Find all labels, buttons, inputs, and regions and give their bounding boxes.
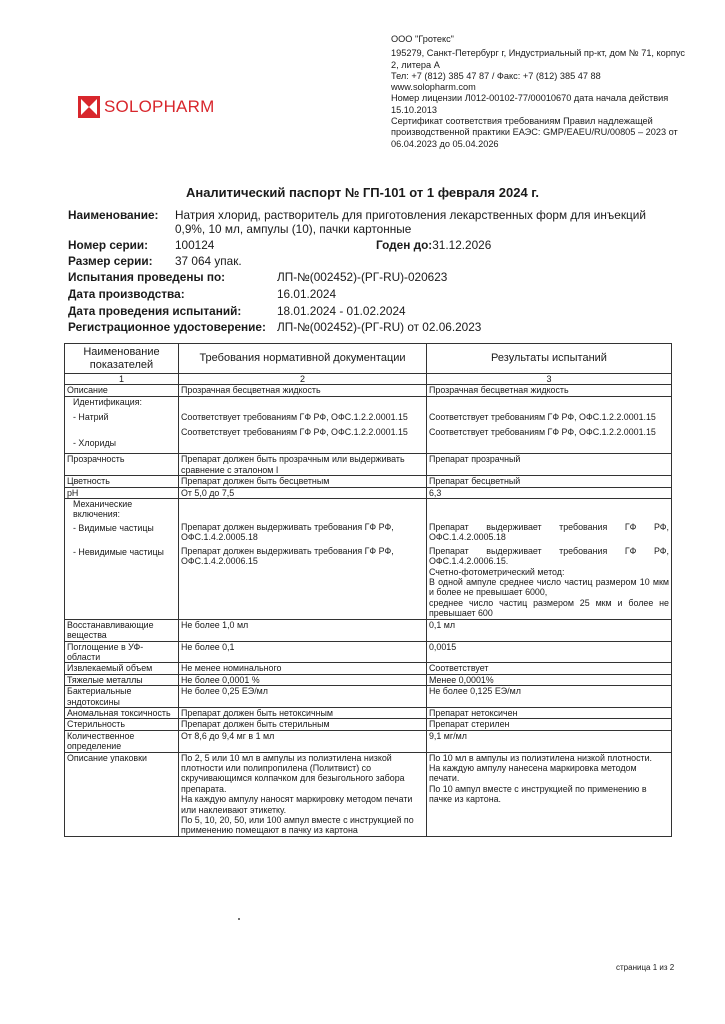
row-name: Стерильность: [65, 719, 179, 730]
info-prod-label: Дата производства:: [68, 287, 185, 301]
row-requirement: От 8,6 до 9,4 мг в 1 мл: [179, 730, 427, 752]
info-name-label: Наименование:: [68, 208, 159, 222]
row-result: [427, 499, 672, 620]
col-number-3: 3: [427, 374, 672, 385]
solopharm-logo: [78, 96, 214, 118]
info-batch-row: [68, 238, 668, 252]
info-reg-value: ЛП-№(002452)-(РГ-RU) от 02.06.2023: [277, 320, 482, 334]
ident-chlorides: - Хлориды: [73, 438, 117, 449]
table-row: [65, 385, 672, 396]
row-result: 0,1 мл: [427, 619, 672, 641]
row-result: Менее 0,0001%: [427, 674, 672, 685]
table-row: [65, 674, 672, 685]
info-reg-label: Регистрационное удостоверение:: [68, 320, 266, 334]
header-results: Результаты испытаний: [427, 344, 672, 374]
row-requirement: [179, 396, 427, 454]
row-requirement: Препарат должен быть бесцветным: [179, 476, 427, 487]
scan-speck: [238, 918, 240, 920]
info-size-row: [68, 254, 668, 268]
row-requirement: Не более 0,0001 %: [179, 674, 427, 685]
info-name-value: Натрия хлорид, растворитель для приготовления лекарственных форм для инъекций 0,9%, 10 мл, ампулы (10), пачки картонные: [175, 208, 646, 236]
logo-text: SOLOPHARM: [104, 97, 215, 116]
table-row: [65, 686, 672, 708]
row-result: Не более 0,125 ЕЭ/мл: [427, 686, 672, 708]
col-number-1: 1: [65, 374, 179, 385]
mech-invisible-res: Препарат выдерживает требования ГФ РФ, ОФС.1.4.2.0006.15.: [429, 545, 669, 567]
row-name: Бактериальные эндотоксины: [65, 686, 179, 708]
mech-visible: - Видимые частицы: [73, 522, 154, 533]
table-number-row: [65, 374, 672, 385]
table-row: [65, 476, 672, 487]
table-row: [65, 730, 672, 752]
row-name: [65, 499, 179, 620]
table-row: [65, 619, 672, 641]
mech-10um: В одной ампуле среднее число частиц размером 10 мкм и более не превышает 6000,: [429, 577, 669, 598]
row-result: 9,1 мг/мл: [427, 730, 672, 752]
row-result: [427, 752, 672, 836]
table-row: [65, 487, 672, 498]
row-name: [65, 396, 179, 454]
row-name: Цветность: [65, 476, 179, 487]
row-result: Препарат прозрачный: [427, 454, 672, 476]
company-phone: Тел: +7 (812) 385 47 87 / Факс: +7 (812) 385 47 88: [391, 70, 601, 81]
header-name: Наименование показателей: [65, 344, 179, 374]
table-row: [65, 719, 672, 730]
mech-invisible: - Невидимые частицы: [73, 546, 164, 557]
row-requirement: Не более 1,0 мл: [179, 619, 427, 641]
product-info: [68, 208, 668, 334]
row-requirement: От 5,0 до 7,5: [179, 487, 427, 498]
info-period-label: Дата проведения испытаний:: [68, 304, 242, 318]
row-name: Поглощение в УФ-области: [65, 641, 179, 663]
info-batch-value: 100124: [175, 238, 215, 252]
row-requirement: [179, 499, 427, 620]
row-name: Прозрачность: [65, 454, 179, 476]
ident-chlorides-res: Соответствует требованиям ГФ РФ, ОФС.1.2.2.0001.15: [429, 427, 656, 438]
results-table: [64, 343, 672, 837]
mech-title: Механические включения:: [73, 499, 133, 520]
company-website: www.solopharm.com: [391, 82, 476, 93]
info-expiry-label: Годен до:: [376, 238, 433, 252]
row-result: Соответствует: [427, 663, 672, 674]
header-requirements: Требования нормативной документации: [179, 344, 427, 374]
table-row: [65, 396, 672, 454]
row-requirement: Препарат должен быть прозрачным или выдерживать сравнение с эталоном I: [179, 454, 427, 476]
row-requirement: Препарат должен быть стерильным: [179, 719, 427, 730]
info-size-label: Размер серии:: [68, 254, 153, 268]
row-name: Тяжелые металлы: [65, 674, 179, 685]
mech-invisible-req: Препарат должен выдерживать требования ГФ РФ, ОФС.1.4.2.0006.15: [181, 545, 394, 567]
info-tests-label: Испытания проведены по:: [68, 270, 226, 284]
mech-visible-req: Препарат должен выдерживать требования ГФ РФ, ОФС.1.4.2.0005.18: [181, 522, 394, 543]
row-name: Извлекаемый объем: [65, 663, 179, 674]
row-result: Препарат бесцветный: [427, 476, 672, 487]
table-row: [65, 499, 672, 620]
row-result: 0,0015: [427, 641, 672, 663]
company-info: [391, 34, 691, 150]
solopharm-logo-icon: [78, 96, 100, 118]
row-requirement: Не более 0,25 ЕЭ/мл: [179, 686, 427, 708]
row-requirement: Не более 0,1: [179, 641, 427, 663]
mech-visible-res: Препарат выдерживает требования ГФ РФ, ОФС.1.4.2.0005.18: [429, 522, 669, 543]
company-address: 195279, Санкт-Петербург г, Индустриальный пр-кт, дом № 71, корпус 2, литера А: [391, 48, 685, 70]
ident-title: Идентификация:: [73, 396, 143, 407]
row-name: Аномальная токсичность: [65, 707, 179, 718]
table-row: [65, 752, 672, 836]
pack-res-2: На каждую ампулу нанесена маркировка методом печати.: [429, 762, 637, 784]
table-row: [65, 663, 672, 674]
row-result: Прозрачная бесцветная жидкость: [427, 385, 672, 396]
row-name: pH: [65, 487, 179, 498]
pack-res-1: По 10 мл в ампулы из полиэтилена низкой плотности.: [429, 752, 653, 763]
company-name: ООО "Гротекс": [391, 34, 454, 44]
info-period-value: 18.01.2024 - 01.02.2024: [277, 304, 406, 318]
row-result: Препарат стерилен: [427, 719, 672, 730]
mech-method: Счетно-фотометрический метод:: [429, 566, 565, 577]
row-result: Препарат нетоксичен: [427, 707, 672, 718]
row-name: Описание: [65, 385, 179, 396]
ident-sodium-req: Соответствует требованиям ГФ РФ, ОФС.1.2.2.0001.15: [181, 411, 408, 422]
row-name: Восстанавливающие вещества: [65, 619, 179, 641]
table-row: [65, 641, 672, 663]
table-row: [65, 707, 672, 718]
company-license: Номер лицензии Л012-00102-77/00010670 дата начала действия 15.10.2013: [391, 93, 669, 115]
row-requirement: Прозрачная бесцветная жидкость: [179, 385, 427, 396]
pack-req-3: По 5, 10, 20, 50, или 100 ампул вместе с инструкцией по применению помещают в пачку из картона: [181, 815, 414, 836]
ident-sodium-res: Соответствует требованиям ГФ РФ, ОФС.1.2.2.0001.15: [429, 411, 656, 422]
info-prod-value: 16.01.2024: [277, 287, 337, 301]
ident-sodium: - Натрий: [73, 412, 109, 423]
info-expiry-value: 31.12.2026: [432, 238, 492, 252]
info-batch-label: Номер серии:: [68, 238, 149, 252]
info-period-row: [68, 304, 668, 318]
ident-chlorides-req: Соответствует требованиям ГФ РФ, ОФС.1.2.2.0001.15: [181, 427, 408, 438]
document-title: Аналитический паспорт № ГП-101 от 1 февраля 2024 г.: [185, 185, 540, 200]
row-result: [427, 396, 672, 454]
info-prod-row: [68, 287, 668, 301]
mech-25um: среднее число частиц размером 25 мкм и более не превышает 600: [429, 597, 669, 619]
company-certificate: Сертификат соответствия требованиям Правил надлежащей производственной практики ЕАЭС: GMP/EAEU/RU/00805 – 2023 от 06.04.2023 до 05.04.2026: [391, 116, 678, 149]
table-row: [65, 454, 672, 476]
info-reg-row: [68, 320, 668, 334]
row-name: Описание упаковки: [65, 752, 179, 836]
row-name: Количественное определение: [65, 730, 179, 752]
info-name-row: [68, 208, 668, 236]
row-result: 6,3: [427, 487, 672, 498]
pack-req-2: На каждую ампулу наносят маркировку методом печати или наклеивают этикетку.: [181, 794, 413, 815]
pack-req-1: По 2, 5 или 10 мл в ампулы из полиэтилена низкой плотности или полипропилена (Политвист) со скручивающимся колпачком для безыгольного забора препарата.: [181, 752, 405, 794]
info-tests-value: ЛП-№(002452)-(РГ-RU)-020623: [277, 270, 448, 284]
info-size-value: 37 064 упак.: [175, 254, 242, 268]
row-requirement: Не менее номинального: [179, 663, 427, 674]
info-tests-row: [68, 270, 668, 284]
table-header-row: [65, 344, 672, 374]
pack-res-3: По 10 ампул вместе с инструкцией по применению в пачке из картона.: [429, 783, 647, 805]
row-requirement: Препарат должен быть нетоксичным: [179, 707, 427, 718]
page-number: страница 1 из 2: [616, 963, 675, 972]
row-requirement: [179, 752, 427, 836]
col-number-2: 2: [179, 374, 427, 385]
